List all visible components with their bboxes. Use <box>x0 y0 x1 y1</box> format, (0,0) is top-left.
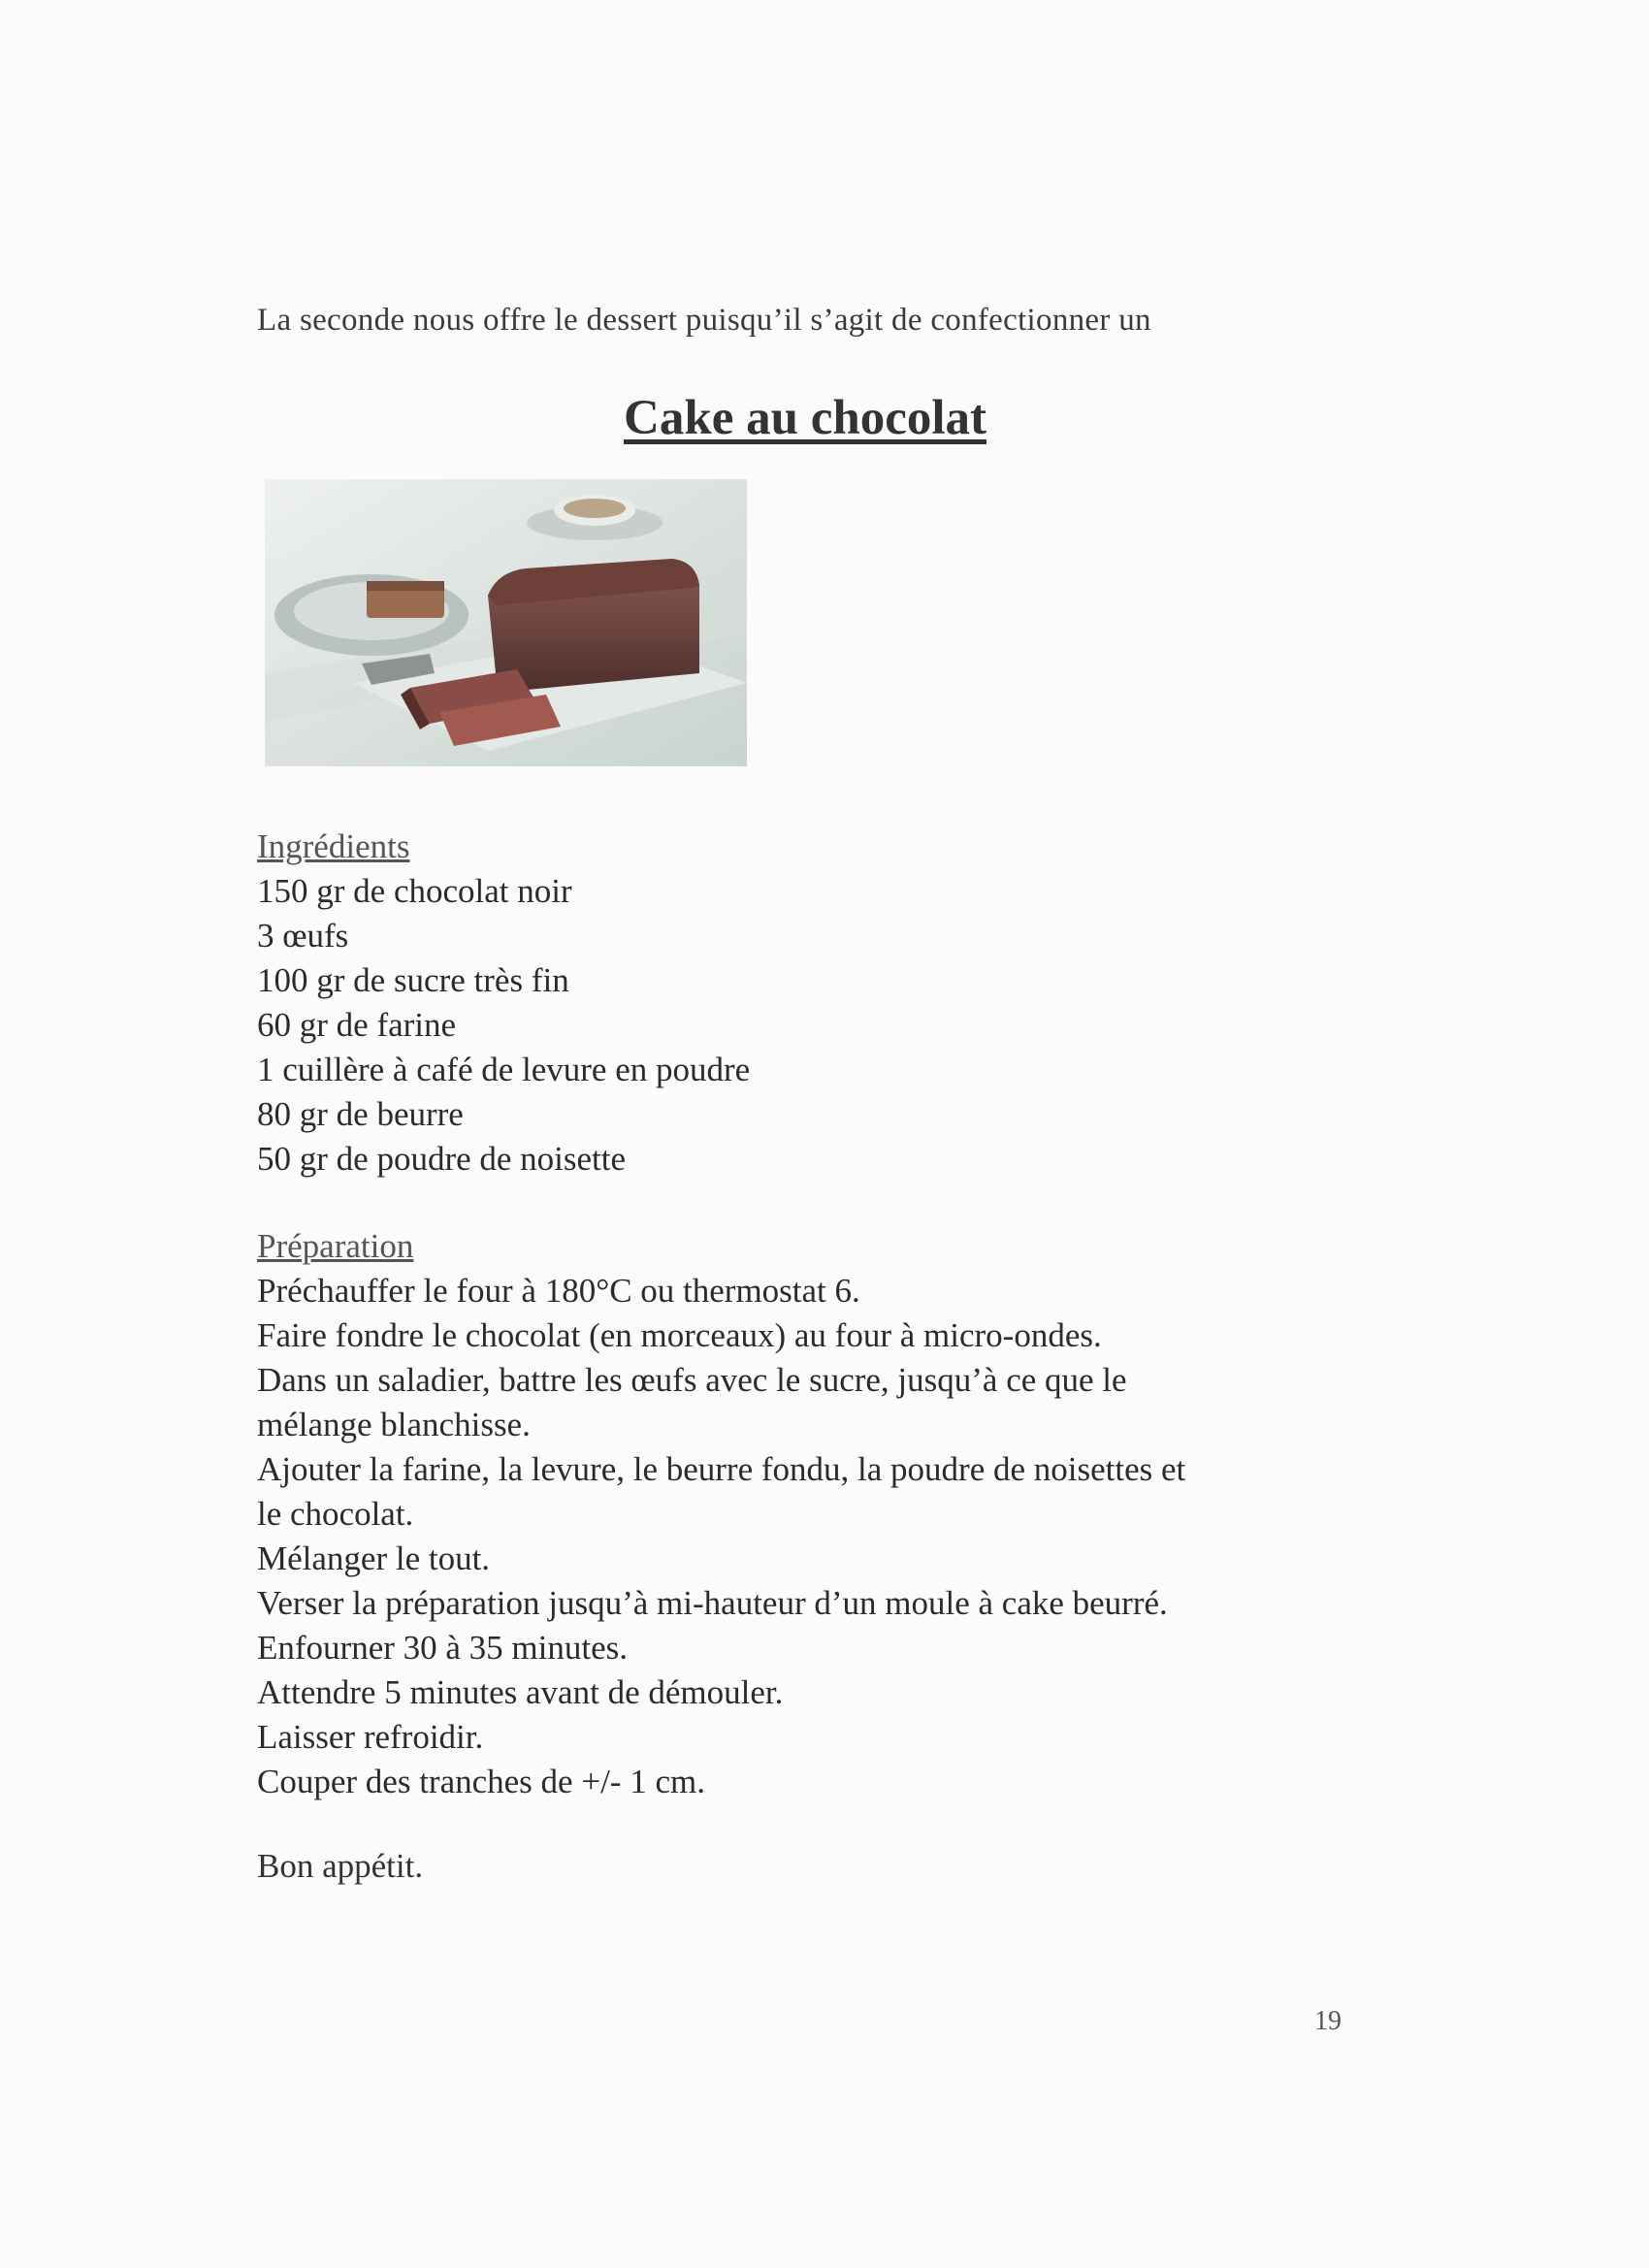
ingredient-item: 80 gr de beurre <box>257 1095 464 1133</box>
recipe-title: Cake au chocolat <box>624 391 986 445</box>
ingredients-heading: Ingrédients <box>257 827 410 865</box>
ingredient-item: 150 gr de chocolat noir <box>257 872 572 910</box>
preparation-line: mélange blanchisse. <box>257 1406 531 1443</box>
preparation-line: Ajouter la farine, la levure, le beurre fondu, la poudre de noisettes et <box>257 1450 1186 1488</box>
ingredient-item: 60 gr de farine <box>257 1006 457 1044</box>
preparation-line: Attendre 5 minutes avant de démouler. <box>257 1673 784 1711</box>
preparation-line: le chocolat. <box>257 1495 414 1533</box>
page-number: 19 <box>1314 2006 1342 2036</box>
intro-text: La seconde nous offre le dessert puisqu’il s’agit de confectionner un <box>257 303 1151 338</box>
preparation-line: Laisser refroidir. <box>257 1718 484 1756</box>
closing-text: Bon appétit. <box>257 1847 424 1885</box>
ingredient-item: 50 gr de poudre de noisette <box>257 1140 627 1178</box>
preparation-heading: Préparation <box>257 1227 414 1265</box>
ingredients-section <box>257 825 750 1182</box>
preparation-line: Mélanger le tout. <box>257 1539 491 1577</box>
preparation-section <box>257 1224 1185 1804</box>
cake-photo <box>265 479 747 766</box>
preparation-line: Dans un saladier, battre les œufs avec le sucre, jusqu’à ce que le <box>257 1361 1127 1399</box>
preparation-line: Préchauffer le four à 180°C ou thermostat 6. <box>257 1272 860 1310</box>
preparation-line: Enfourner 30 à 35 minutes. <box>257 1629 628 1667</box>
preparation-line: Couper des tranches de +/- 1 cm. <box>257 1763 705 1800</box>
ingredient-item: 3 œufs <box>257 917 349 955</box>
preparation-line: Verser la préparation jusqu’à mi-hauteur d’un moule à cake beurré. <box>257 1584 1168 1622</box>
ingredient-item: 100 gr de sucre très fin <box>257 961 569 999</box>
preparation-line: Faire fondre le chocolat (en morceaux) au four à micro-ondes. <box>257 1316 1102 1354</box>
ingredient-item: 1 cuillère à café de levure en poudre <box>257 1051 751 1088</box>
